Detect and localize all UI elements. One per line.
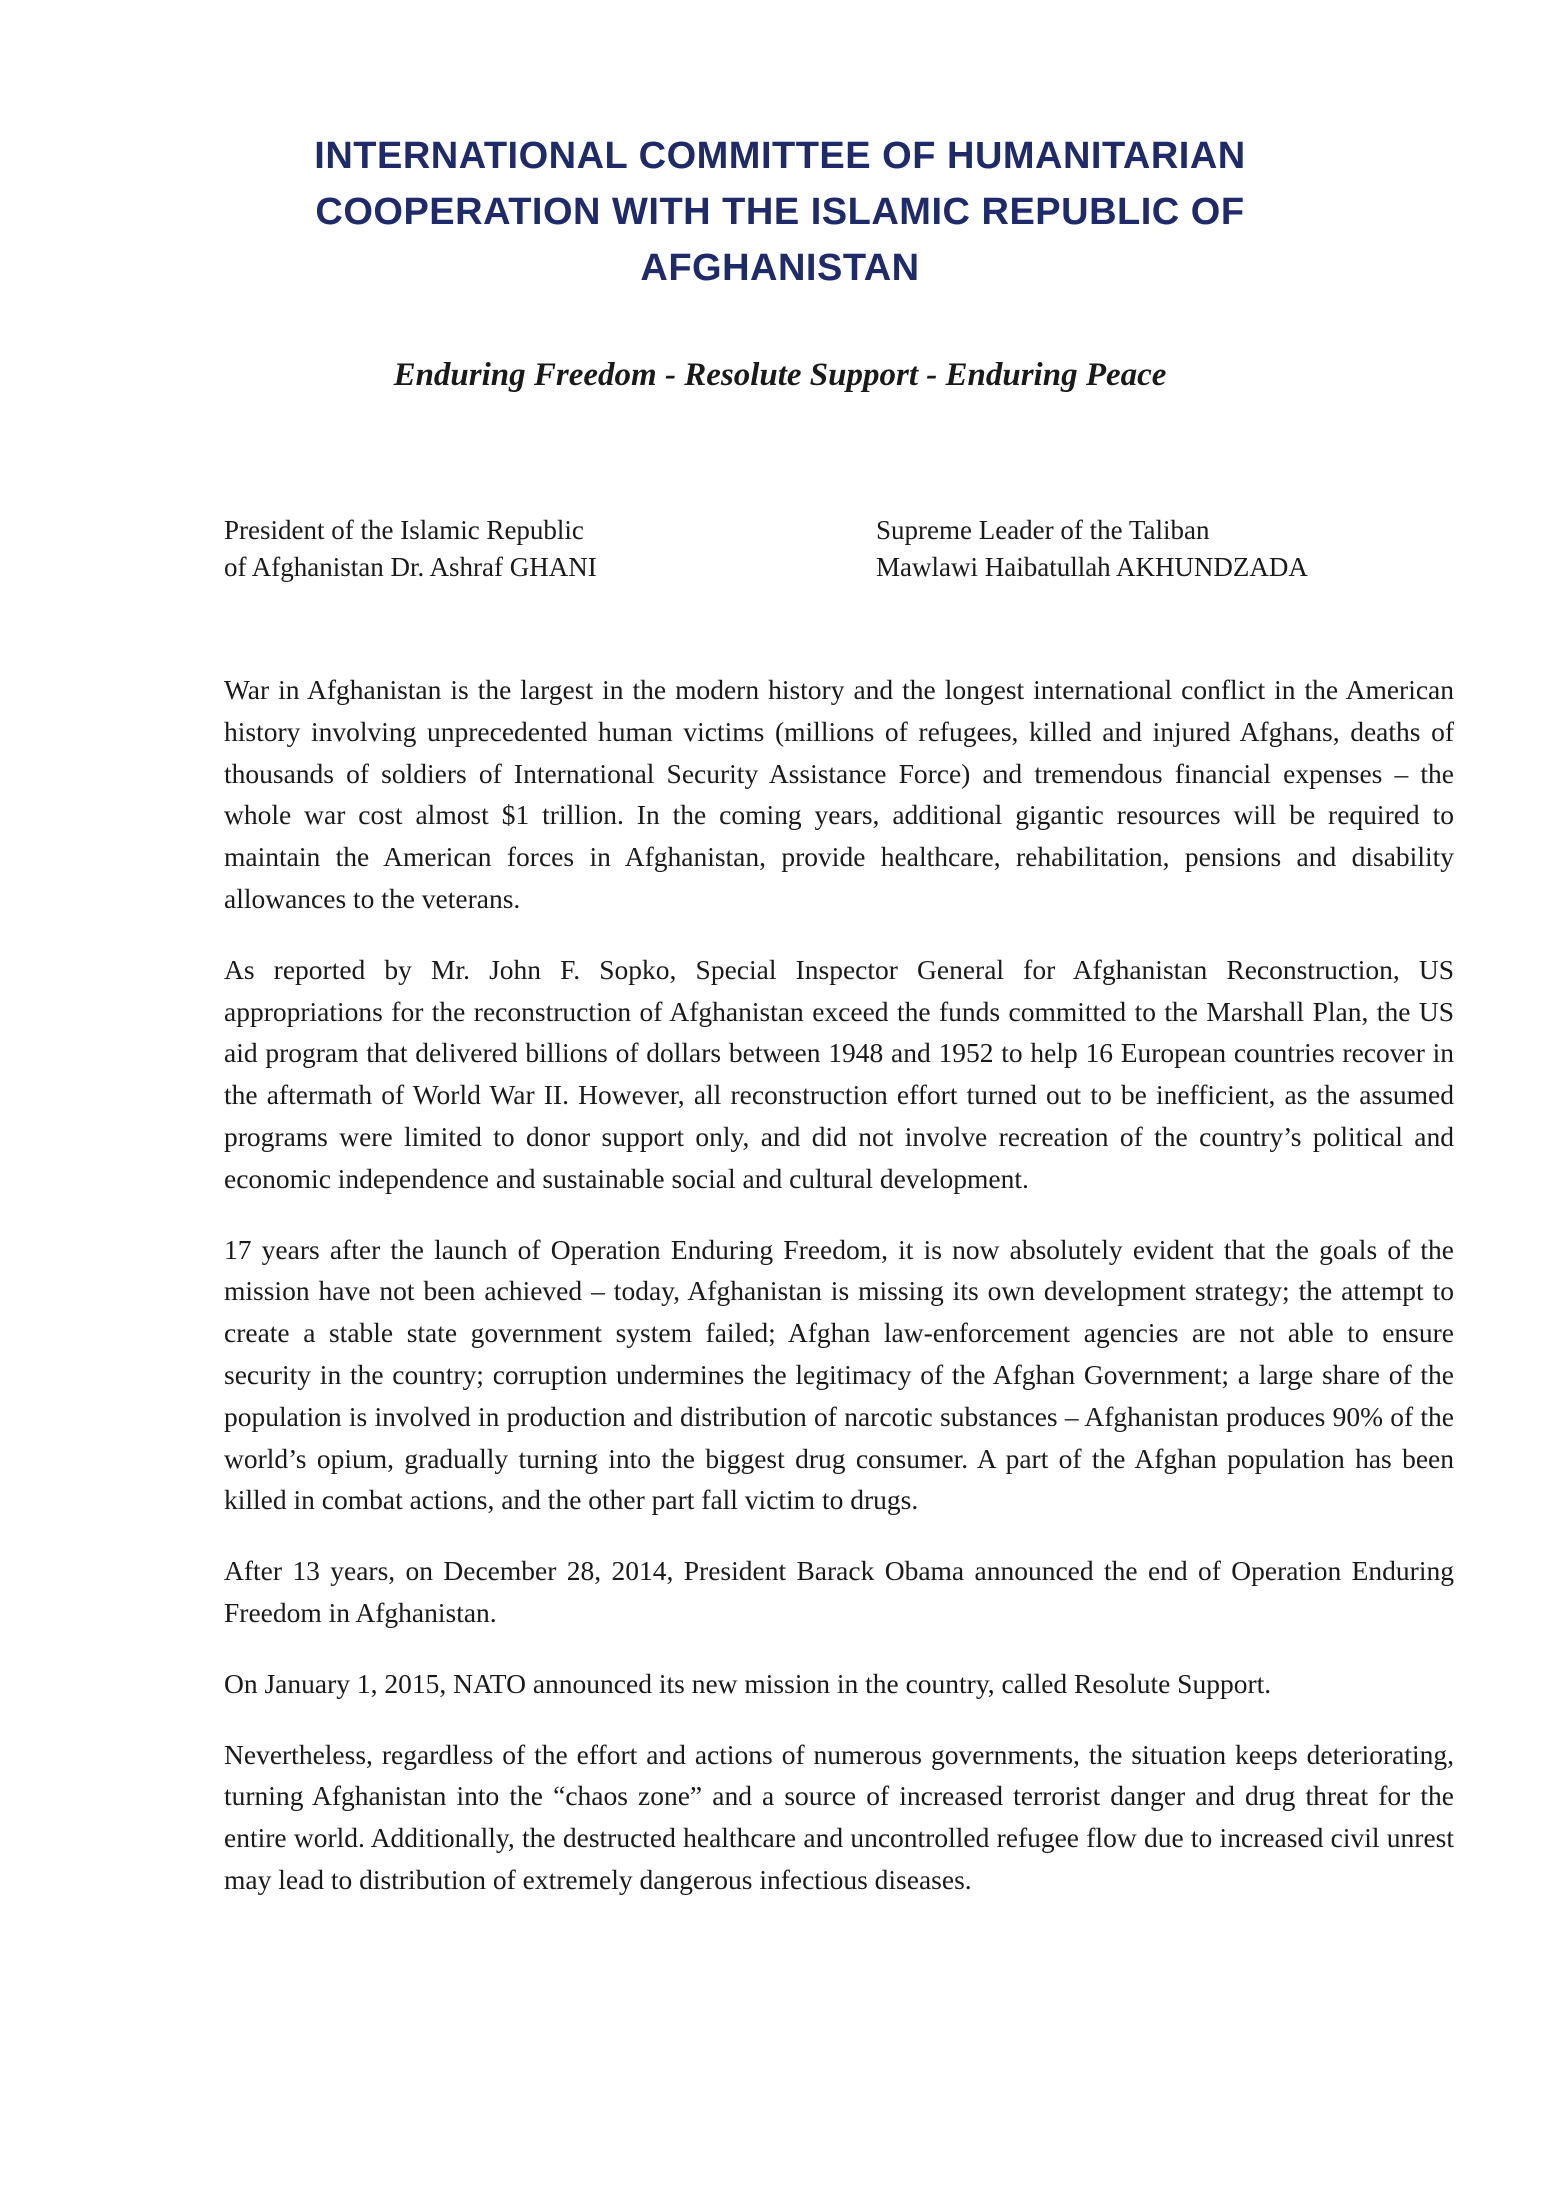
document-title <box>200 128 1360 296</box>
body-paragraph: On January 1, 2015, NATO announced its new mission in the country, called Resolute Support. <box>224 1667 1272 1699</box>
addressee-line: President of the Islamic Republic <box>224 515 584 545</box>
title-line: INTERNATIONAL COMMITTEE OF HUMANITARIAN <box>314 135 1246 177</box>
body-paragraph: 17 years after the launch of Operation Enduring Freedom, it is now absolutely evident that the goals of the mission have not been achieved – today, Afghanistan is missing its own development strategy; the attempt to create a stable state government system failed; Afghan law-enforcement agencies are not able to ensure security in the country; corruption undermines the legitimacy of the Afghan Government; a large share of the population is involved in production and distribution of narcotic substances – Afghanistan produces 90% of the world’s opium, gradually turning into the biggest drug consumer. A part of the Afghan population has been killed in combat actions, and the other part fall victim to drugs. <box>224 1233 1454 1516</box>
body-paragraph: War in Afghanistan is the largest in the modern history and the longest international conflict in the American history involving unprecedented human victims (millions of refugees, killed and injured Afghans, deaths of thousands of soldiers of International Security Assistance Force) and tremendous financial expenses – the whole war cost almost $1 trillion. In the coming years, additional gigantic resources will be required to maintain the American forces in Afghanistan, provide healthcare, rehabilitation, pensions and disability allowances to the veterans. <box>224 674 1454 914</box>
title-line: COOPERATION WITH THE ISLAMIC REPUBLIC OF <box>315 191 1245 233</box>
addressee-line: Mawlawi Haibatullah AKHUNDZADA <box>876 552 1308 582</box>
document-subtitle: Enduring Freedom - Resolute Support - Enduring Peace <box>393 357 1167 393</box>
body-paragraph: After 13 years, on December 28, 2014, President Barack Obama announced the end of Operation Enduring Freedom in Afghanistan. <box>224 1555 1454 1628</box>
document-body <box>224 669 1454 1930</box>
body-paragraph: As reported by Mr. John F. Sopko, Special Inspector General for Afghanistan Reconstruction, US appropriations for the reconstruction of Afghanistan exceed the funds committed to the Marshall Plan, the US aid program that delivered billions of dollars between 1948 and 1952 to help 16 European countries recover in the aftermath of World War II. However, all reconstruction effort turned out to be inefficient, as the assumed programs were limited to donor support only, and did not involve recreation of the country’s political and economic independence and sustainable social and cultural development. <box>224 953 1454 1194</box>
addressee-taliban-leader <box>876 512 1308 586</box>
addressee-line: Supreme Leader of the Taliban <box>876 515 1210 545</box>
body-paragraph: Nevertheless, regardless of the effort and actions of numerous governments, the situation keeps deteriorating, turning Afghanistan into the “chaos zone” and a source of increased terrorist danger and drug threat for the entire world. Additionally, the destructed healthcare and uncontrolled refugee flow due to increased civil unrest may lead to distribution of extremely dangerous infectious diseases. <box>224 1738 1454 1895</box>
addressee-line: of Afghanistan Dr. Ashraf GHANI <box>224 552 597 582</box>
title-line: AFGHANISTAN <box>640 247 920 289</box>
addressee-president <box>224 512 597 586</box>
